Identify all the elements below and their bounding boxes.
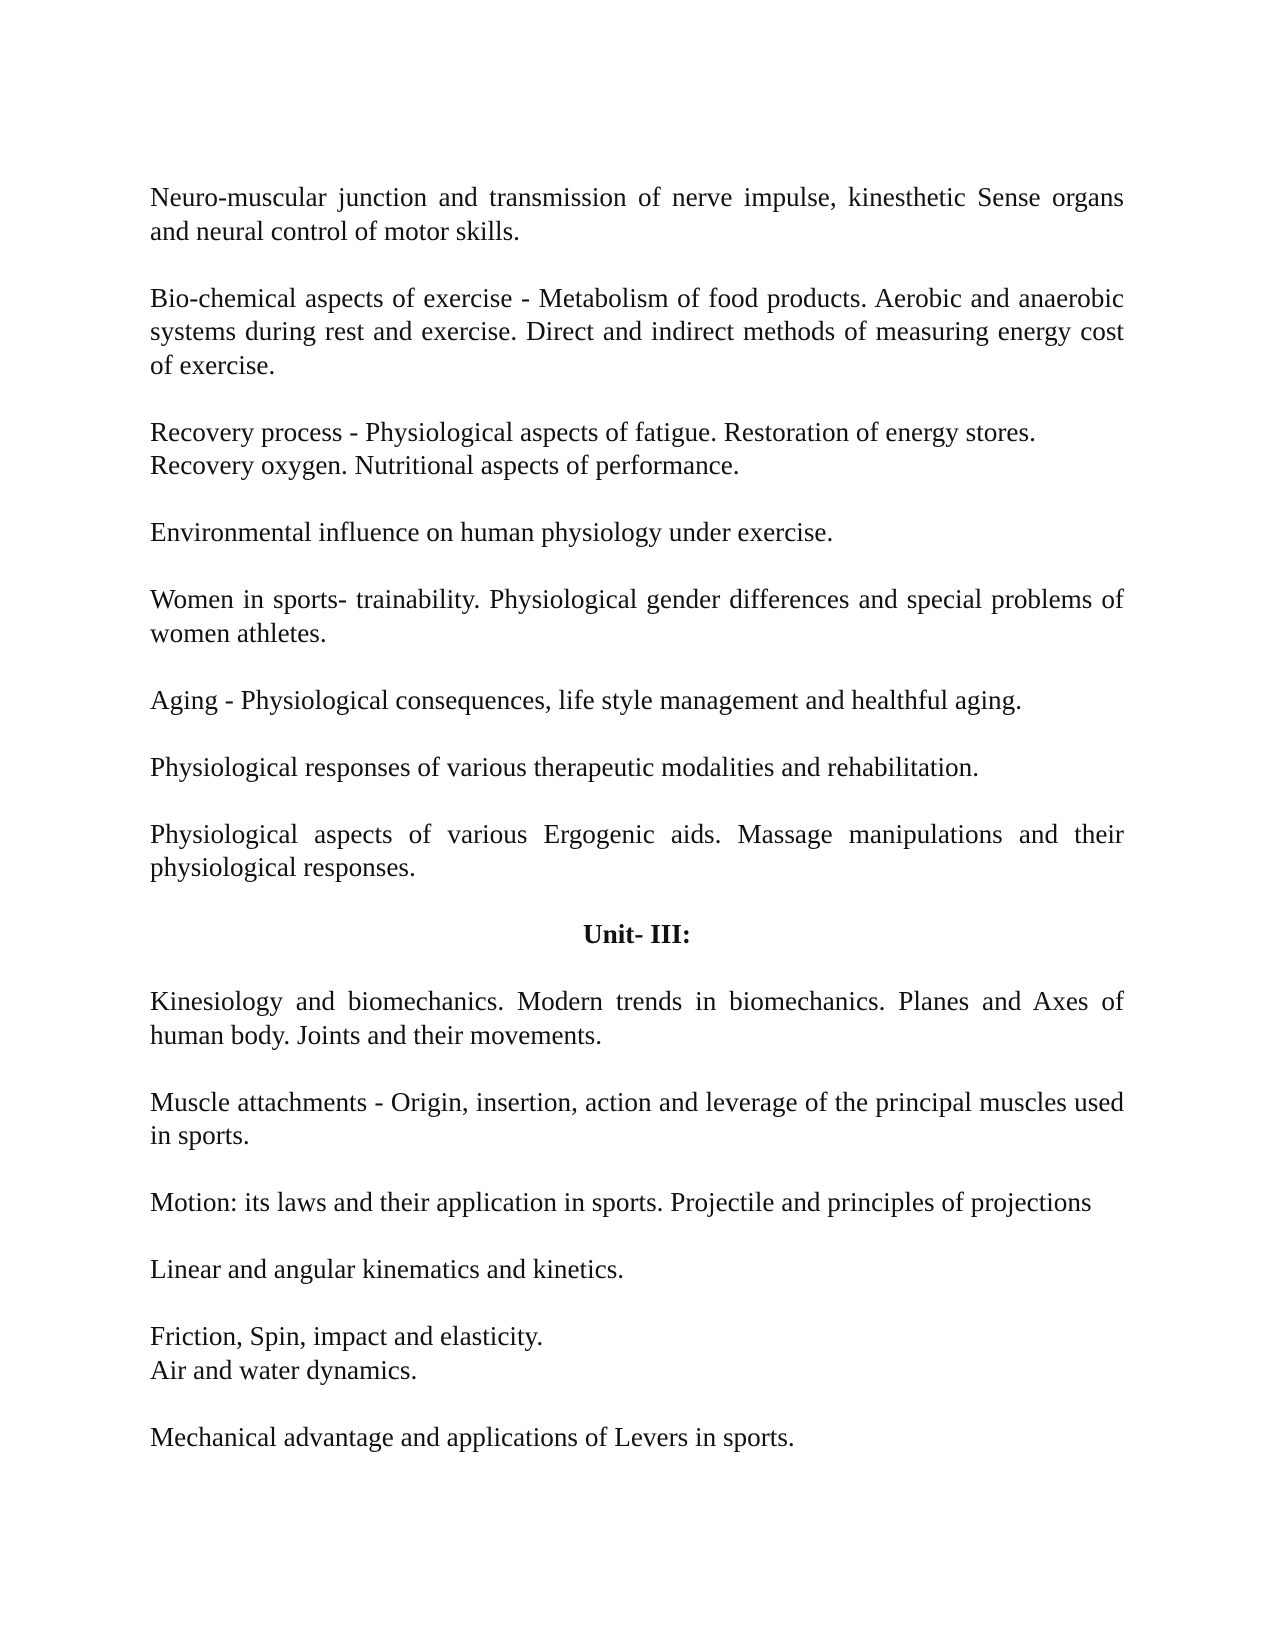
paragraph-friction-line-1: Friction, Spin, impact and elasticity. bbox=[150, 1321, 544, 1351]
paragraph-biochemical: Bio-chemical aspects of exercise - Metabolism of food products. Aerobic and anaerobic systems during rest and exercise. Direct and indirect methods of measuring energy cost of exercise. bbox=[150, 282, 1124, 380]
paragraph-women-in-sports: Women in sports- trainability. Physiological gender differences and special problems of women athletes. bbox=[150, 584, 1124, 648]
paragraph-recovery-line-1: Recovery process - Physiological aspects of fatigue. Restoration of energy stores. bbox=[150, 416, 1036, 447]
paragraph-recovery bbox=[150, 416, 1124, 483]
paragraph-therapeutic: Physiological responses of various therapeutic modalities and rehabilitation. bbox=[150, 751, 980, 782]
document-body bbox=[150, 181, 1124, 1488]
paragraph-friction-line-2: Air and water dynamics. bbox=[150, 1354, 418, 1385]
paragraph-neuromuscular: Neuro-muscular junction and transmission of nerve impulse, kinesthetic Sense organs and neural control of motor skills. bbox=[150, 182, 1124, 246]
paragraph-motion: Motion: its laws and their application in sports. Projectile and principles of projections bbox=[150, 1187, 1092, 1217]
paragraph-ergogenic: Physiological aspects of various Ergogenic aids. Massage manipulations and their physiological responses. bbox=[150, 818, 1124, 882]
paragraph-muscle-attachments: Muscle attachments - Origin, insertion, action and leverage of the principal muscles used in sports. bbox=[150, 1086, 1124, 1150]
paragraph-recovery-line-2: Recovery oxygen. Nutritional aspects of performance. bbox=[150, 450, 740, 480]
paragraph-kinesiology: Kinesiology and biomechanics. Modern trends in biomechanics. Planes and Axes of human body. Joints and their movements. bbox=[150, 986, 1124, 1050]
paragraph-aging: Aging - Physiological consequences, life style management and healthful aging. bbox=[150, 684, 1023, 715]
paragraph-kinematics: Linear and angular kinematics and kinetics. bbox=[150, 1254, 625, 1284]
unit-heading: Unit- III: bbox=[582, 919, 691, 949]
paragraph-levers: Mechanical advantage and applications of Levers in sports. bbox=[150, 1421, 795, 1452]
paragraph-environmental: Environmental influence on human physiology under exercise. bbox=[150, 517, 834, 547]
paragraph-friction bbox=[150, 1320, 1124, 1387]
